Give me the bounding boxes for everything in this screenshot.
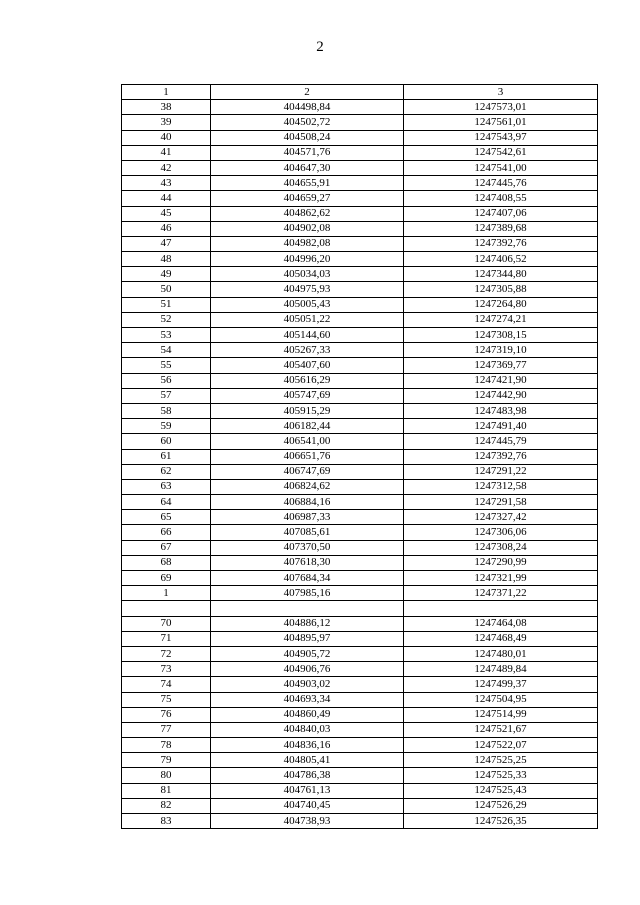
x-coordinate-cell: 405034,03 — [211, 267, 404, 282]
point-number-cell: 76 — [122, 707, 211, 722]
x-coordinate-cell: 406884,16 — [211, 495, 404, 510]
table-row — [122, 677, 598, 692]
table-row — [122, 312, 598, 327]
point-number-cell: 49 — [122, 267, 211, 282]
y-coordinate-cell: 1247442,90 — [404, 388, 598, 403]
point-number-cell: 56 — [122, 373, 211, 388]
point-number-cell: 44 — [122, 191, 211, 206]
x-coordinate-cell: 404982,08 — [211, 236, 404, 251]
point-number-cell: 55 — [122, 358, 211, 373]
point-number-cell: 73 — [122, 662, 211, 677]
x-coordinate-cell: 404498,84 — [211, 100, 404, 115]
x-coordinate-cell: 406182,44 — [211, 419, 404, 434]
table-row — [122, 115, 598, 130]
x-coordinate-cell: 404860,49 — [211, 707, 404, 722]
point-number-cell: 70 — [122, 616, 211, 631]
table-row — [122, 176, 598, 191]
x-coordinate-cell: 404740,45 — [211, 798, 404, 813]
y-coordinate-cell: 1247406,52 — [404, 252, 598, 267]
x-coordinate-cell: 407370,50 — [211, 540, 404, 555]
table-row — [122, 738, 598, 753]
x-coordinate-cell: 404805,41 — [211, 753, 404, 768]
point-number-cell: 63 — [122, 479, 211, 494]
point-number-cell: 68 — [122, 555, 211, 570]
point-number-cell: 74 — [122, 677, 211, 692]
y-coordinate-cell: 1247573,01 — [404, 100, 598, 115]
table-row — [122, 510, 598, 525]
point-number-cell: 82 — [122, 798, 211, 813]
x-coordinate-cell: 404836,16 — [211, 738, 404, 753]
y-coordinate-cell: 1247344,80 — [404, 267, 598, 282]
point-number-cell: 38 — [122, 100, 211, 115]
y-coordinate-cell: 1247327,42 — [404, 510, 598, 525]
y-coordinate-cell: 1247274,21 — [404, 312, 598, 327]
y-coordinate-cell: 1247499,37 — [404, 677, 598, 692]
y-coordinate-cell: 1247312,58 — [404, 479, 598, 494]
table-row — [122, 191, 598, 206]
x-coordinate-cell: 407618,30 — [211, 555, 404, 570]
x-coordinate-cell: 404886,12 — [211, 616, 404, 631]
point-number-cell: 80 — [122, 768, 211, 783]
x-coordinate-cell: 407085,61 — [211, 525, 404, 540]
table-row — [122, 434, 598, 449]
y-coordinate-cell: 1247525,43 — [404, 783, 598, 798]
point-number-cell: 46 — [122, 221, 211, 236]
y-coordinate-cell: 1247308,15 — [404, 328, 598, 343]
point-number-cell: 41 — [122, 145, 211, 160]
x-coordinate-cell: 404906,76 — [211, 662, 404, 677]
y-coordinate-cell: 1247525,25 — [404, 753, 598, 768]
table-row — [122, 130, 598, 145]
x-coordinate-cell: 405407,60 — [211, 358, 404, 373]
table-row — [122, 814, 598, 829]
x-coordinate-cell: 404508,24 — [211, 130, 404, 145]
point-number-cell: 43 — [122, 176, 211, 191]
y-coordinate-cell: 1247392,76 — [404, 449, 598, 464]
point-number-cell: 42 — [122, 160, 211, 175]
y-coordinate-cell: 1247291,22 — [404, 464, 598, 479]
point-number-cell: 52 — [122, 312, 211, 327]
table-row — [122, 145, 598, 160]
x-coordinate-cell: 404903,02 — [211, 677, 404, 692]
x-coordinate-cell: 405616,29 — [211, 373, 404, 388]
table-row — [122, 388, 598, 403]
y-coordinate-cell: 1247526,35 — [404, 814, 598, 829]
table-row — [122, 768, 598, 783]
table-row — [122, 692, 598, 707]
y-coordinate-cell: 1247408,55 — [404, 191, 598, 206]
y-coordinate-cell: 1247522,07 — [404, 738, 598, 753]
y-coordinate-cell: 1247541,00 — [404, 160, 598, 175]
x-coordinate-cell: 405267,33 — [211, 343, 404, 358]
header-cell: 2 — [211, 85, 404, 100]
table-row — [122, 252, 598, 267]
y-coordinate-cell: 1247421,90 — [404, 373, 598, 388]
x-coordinate-cell: 406824,62 — [211, 479, 404, 494]
table-row — [122, 586, 598, 601]
y-coordinate-cell: 1247526,29 — [404, 798, 598, 813]
header-cell: 1 — [122, 85, 211, 100]
point-number-cell — [122, 601, 211, 616]
point-number-cell: 54 — [122, 343, 211, 358]
table-row — [122, 571, 598, 586]
point-number-cell: 69 — [122, 571, 211, 586]
table-row — [122, 798, 598, 813]
table-row — [122, 343, 598, 358]
y-coordinate-cell: 1247561,01 — [404, 115, 598, 130]
y-coordinate-cell — [404, 601, 598, 616]
table-row — [122, 631, 598, 646]
table-row — [122, 646, 598, 661]
y-coordinate-cell: 1247306,06 — [404, 525, 598, 540]
y-coordinate-cell: 1247392,76 — [404, 236, 598, 251]
point-number-cell: 40 — [122, 130, 211, 145]
x-coordinate-cell: 405915,29 — [211, 403, 404, 418]
y-coordinate-cell: 1247543,97 — [404, 130, 598, 145]
y-coordinate-cell: 1247489,84 — [404, 662, 598, 677]
x-coordinate-cell: 405005,43 — [211, 297, 404, 312]
table-row — [122, 328, 598, 343]
x-coordinate-cell: 407684,34 — [211, 571, 404, 586]
point-number-cell: 79 — [122, 753, 211, 768]
point-number-cell: 59 — [122, 419, 211, 434]
x-coordinate-cell: 404502,72 — [211, 115, 404, 130]
point-number-cell: 50 — [122, 282, 211, 297]
x-coordinate-cell: 404571,76 — [211, 145, 404, 160]
table-row — [122, 449, 598, 464]
x-coordinate-cell: 404862,62 — [211, 206, 404, 221]
x-coordinate-cell: 404761,13 — [211, 783, 404, 798]
x-coordinate-cell: 406747,69 — [211, 464, 404, 479]
point-number-cell: 45 — [122, 206, 211, 221]
x-coordinate-cell: 405144,60 — [211, 328, 404, 343]
table-row — [122, 616, 598, 631]
table-row — [122, 525, 598, 540]
table-row — [122, 236, 598, 251]
x-coordinate-cell: 404905,72 — [211, 646, 404, 661]
point-number-cell: 53 — [122, 328, 211, 343]
coordinates-table — [121, 84, 598, 829]
point-number-cell: 57 — [122, 388, 211, 403]
point-number-cell: 60 — [122, 434, 211, 449]
table-row — [122, 479, 598, 494]
point-number-cell: 61 — [122, 449, 211, 464]
point-number-cell: 83 — [122, 814, 211, 829]
table-row — [122, 662, 598, 677]
x-coordinate-cell: 405051,22 — [211, 312, 404, 327]
y-coordinate-cell: 1247504,95 — [404, 692, 598, 707]
point-number-cell: 48 — [122, 252, 211, 267]
point-number-cell: 81 — [122, 783, 211, 798]
x-coordinate-cell: 404902,08 — [211, 221, 404, 236]
x-coordinate-cell: 404655,91 — [211, 176, 404, 191]
table-row — [122, 403, 598, 418]
table-row — [122, 358, 598, 373]
point-number-cell: 62 — [122, 464, 211, 479]
x-coordinate-cell: 406651,76 — [211, 449, 404, 464]
table-row — [122, 540, 598, 555]
point-number-cell: 51 — [122, 297, 211, 312]
table-row — [122, 100, 598, 115]
point-number-cell: 47 — [122, 236, 211, 251]
header-cell: 3 — [404, 85, 598, 100]
y-coordinate-cell: 1247371,22 — [404, 586, 598, 601]
point-number-cell: 78 — [122, 738, 211, 753]
point-number-cell: 64 — [122, 495, 211, 510]
x-coordinate-cell: 405747,69 — [211, 388, 404, 403]
y-coordinate-cell: 1247305,88 — [404, 282, 598, 297]
x-coordinate-cell: 404693,34 — [211, 692, 404, 707]
x-coordinate-cell: 404786,38 — [211, 768, 404, 783]
table-row — [122, 753, 598, 768]
table-row — [122, 206, 598, 221]
table-row — [122, 373, 598, 388]
table-body — [122, 100, 598, 829]
table-header-row — [122, 85, 598, 100]
y-coordinate-cell: 1247264,80 — [404, 297, 598, 312]
y-coordinate-cell: 1247319,10 — [404, 343, 598, 358]
x-coordinate-cell: 404996,20 — [211, 252, 404, 267]
y-coordinate-cell: 1247291,58 — [404, 495, 598, 510]
y-coordinate-cell: 1247445,76 — [404, 176, 598, 191]
point-number-cell: 71 — [122, 631, 211, 646]
y-coordinate-cell: 1247514,99 — [404, 707, 598, 722]
table-row — [122, 282, 598, 297]
x-coordinate-cell: 404975,93 — [211, 282, 404, 297]
x-coordinate-cell: 404738,93 — [211, 814, 404, 829]
y-coordinate-cell: 1247308,24 — [404, 540, 598, 555]
point-number-cell: 67 — [122, 540, 211, 555]
point-number-cell: 65 — [122, 510, 211, 525]
y-coordinate-cell: 1247290,99 — [404, 555, 598, 570]
table-row — [122, 601, 598, 616]
y-coordinate-cell: 1247491,40 — [404, 419, 598, 434]
page-number: 2 — [316, 39, 324, 55]
x-coordinate-cell: 406541,00 — [211, 434, 404, 449]
table-row — [122, 464, 598, 479]
y-coordinate-cell: 1247542,61 — [404, 145, 598, 160]
y-coordinate-cell: 1247464,08 — [404, 616, 598, 631]
x-coordinate-cell: 404647,30 — [211, 160, 404, 175]
y-coordinate-cell: 1247389,68 — [404, 221, 598, 236]
table-row — [122, 419, 598, 434]
point-number-cell: 39 — [122, 115, 211, 130]
y-coordinate-cell: 1247483,98 — [404, 403, 598, 418]
point-number-cell: 58 — [122, 403, 211, 418]
y-coordinate-cell: 1247321,99 — [404, 571, 598, 586]
y-coordinate-cell: 1247480,01 — [404, 646, 598, 661]
table-row — [122, 160, 598, 175]
x-coordinate-cell: 407985,16 — [211, 586, 404, 601]
table-row — [122, 555, 598, 570]
x-coordinate-cell: 406987,33 — [211, 510, 404, 525]
table-row — [122, 722, 598, 737]
x-coordinate-cell: 404840,03 — [211, 722, 404, 737]
y-coordinate-cell: 1247468,49 — [404, 631, 598, 646]
y-coordinate-cell: 1247369,77 — [404, 358, 598, 373]
table-row — [122, 707, 598, 722]
table-row — [122, 221, 598, 236]
y-coordinate-cell: 1247407,06 — [404, 206, 598, 221]
table-row — [122, 783, 598, 798]
x-coordinate-cell — [211, 601, 404, 616]
point-number-cell: 66 — [122, 525, 211, 540]
y-coordinate-cell: 1247525,33 — [404, 768, 598, 783]
x-coordinate-cell: 404659,27 — [211, 191, 404, 206]
table-row — [122, 495, 598, 510]
point-number-cell: 77 — [122, 722, 211, 737]
y-coordinate-cell: 1247521,67 — [404, 722, 598, 737]
point-number-cell: 1 — [122, 586, 211, 601]
table-row — [122, 267, 598, 282]
table-row — [122, 297, 598, 312]
point-number-cell: 75 — [122, 692, 211, 707]
point-number-cell: 72 — [122, 646, 211, 661]
y-coordinate-cell: 1247445,79 — [404, 434, 598, 449]
x-coordinate-cell: 404895,97 — [211, 631, 404, 646]
